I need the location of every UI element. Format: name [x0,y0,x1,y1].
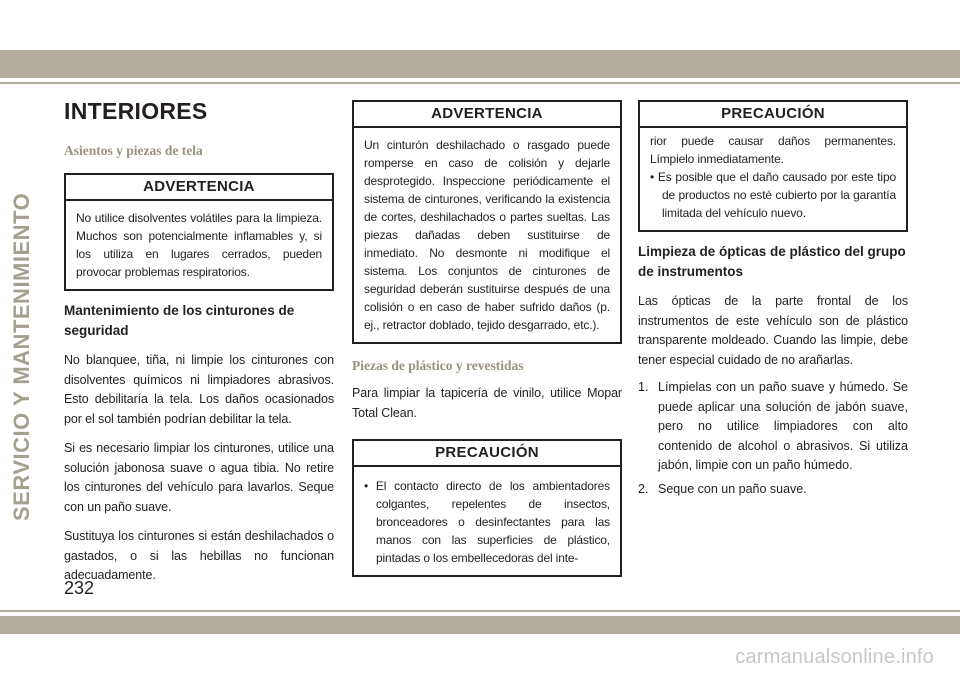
bottom-rule [0,610,960,612]
subheading-instrument-lenses: Limpieza de ópticas de plástico del grupo de instrumentos [638,244,906,279]
paragraph: Para limpiar la tapicería de vinilo, utilice Mopar Total Clean. [352,386,622,420]
warning-box-text: Un cinturón deshilachado o rasgado puede romperse en caso de colisión y dejarle desprotegido. Inspeccione periódicamente el sistema de cinturones, verificando la existencia de cortes, deshilachados o partes sueltas. Las piezas dañadas deben sustituirse de inmediato. No desmonte ni modifique el sistema. Los conjuntos de cinturones de seguridad deberán sustituirse después de una colisión o en caso de haber sufrido daños (p. ej., retractor doblado, tejido desgarrado, etc.). [364,138,610,332]
steps-list [638,378,908,499]
subheading-seatbelts: Mantenimiento de los cinturones de seguridad [64,303,295,338]
list-item [638,480,908,500]
column-left [64,96,334,586]
caution-bullet: • El contacto directo de los ambientadores colgantes, repelentes de insectos, bronceadores o desinfectantes para las manos con las superficies de plástico, pintadas o los embellecedoras del inte- [364,477,610,567]
paragraph: Sustituya los cinturones si están deshilachados o gastados, o si las hebillas no funcionan adecuadamente. [64,529,334,582]
warning-box-seatbelt [352,100,622,344]
paragraph: Si es necesario limpiar los cinturones, utilice una solución jabonosa suave o agua tibia. No retire los cinturones del vehículo para lavarlos. Seque con un paño suave. [64,441,334,514]
paragraph: Las ópticas de la parte frontal de los instrumentos de este vehículo son de plástico transparente moldeado. Cuando las limpie, debe tener especial cuidado de no arañarlas. [638,294,908,367]
page-number: 232 [64,578,95,598]
column-middle [352,100,622,577]
page-title: INTERIORES [64,98,208,124]
step-text: Límpielas con un paño suave y húmedo. Se puede aplicar una solución de jabón suave, pero no utilice limpiadores con alto contenido de alcohol o abrasivos. Si utiliza jabón, limpie con un paño húmedo. [658,380,908,472]
section-heading-fabric: Asientos y piezas de tela [64,143,203,158]
caution-box-text [640,128,906,230]
caution-box-text [354,467,620,575]
warning-box-title: ADVERTENCIA [354,102,620,128]
side-section-title: SERVICIO Y MANTENIMIENTO [9,192,34,521]
top-rule [0,82,960,84]
step-number: 2. [638,481,649,496]
top-header-band [0,50,960,78]
section-heading-plastic: Piezas de plástico y revestidas [352,358,524,373]
caution-continuation: rior puede causar daños permanentes. Límpielo inmediatamente. [650,134,896,166]
caution-box-title: PRECAUCIÓN [640,102,906,128]
list-item [638,378,908,476]
step-number: 1. [638,380,649,394]
warning-box-text: No utilice disolventes volátiles para la limpieza. Muchos son potencialmente inflamables y, si los utiliza en lugares cerrados, pueden provocar problemas respiratorios. [76,211,322,279]
bottom-footer-band [0,616,960,634]
step-text: Seque con un paño suave. [658,481,807,496]
watermark: carmanualsonline.info [735,646,934,668]
column-right [638,100,908,499]
warning-box-solvents [64,173,334,291]
warning-box-title: ADVERTENCIA [66,175,332,201]
paragraph: No blanquee, tiña, ni limpie los cinturones con disolventes químicos ni limpiadores abrasivos. Esto debilitaría la tela. Los daños ocasionados por el sol también podrían debilitar la tela. [64,353,334,426]
caution-box-fresheners [352,439,622,577]
caution-bullet: • Es posible que el daño causado por este tipo de productos no esté cubierto por la garantía limitada del vehículo nuevo. [650,168,896,222]
caution-box-continued [638,100,908,232]
caution-box-title: PRECAUCIÓN [354,441,620,467]
